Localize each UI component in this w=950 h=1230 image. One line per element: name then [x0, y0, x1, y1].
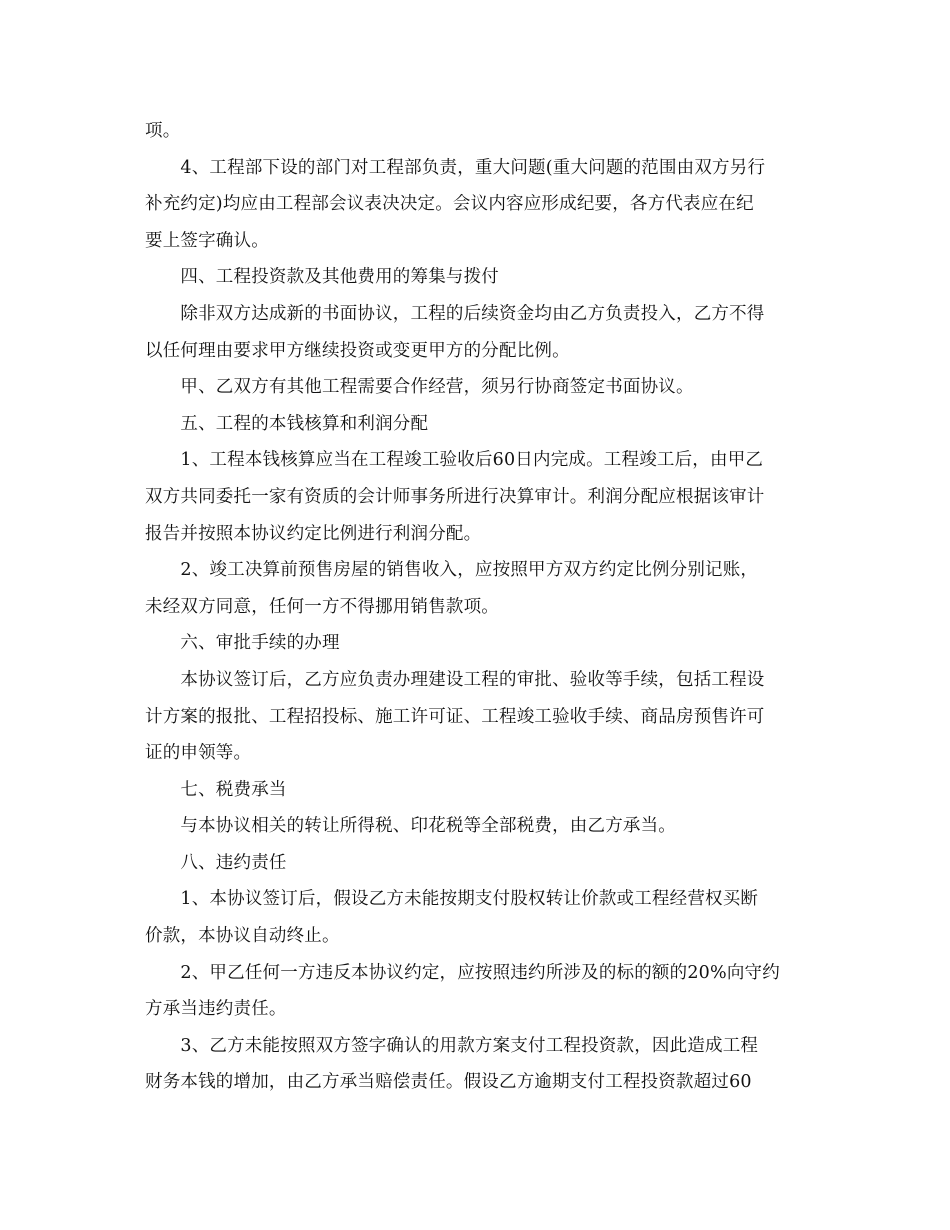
text-line: 双方共同委托一家有资质的会计师事务所进行决算审计。利润分配应根据该审计 [145, 486, 765, 507]
section-heading: 四、工程投资款及其他费用的筹集与拨付 [145, 267, 499, 288]
text-line: 1、本协议签订后，假设乙方未能按期支付股权转让价款或工程经营权买断 [145, 889, 759, 910]
text-line: 甲、乙双方有其他工程需要合作经营，须另行协商签定书面协议。 [145, 377, 694, 398]
text-line: 财务本钱的增加，由乙方承当赔偿责任。假设乙方逾期支付工程投资款超过60 [145, 1072, 752, 1093]
text-line: 证的申领等。 [145, 743, 252, 764]
text-line: 计方案的报批、工程招投标、施工许可证、工程竣工验收手续、商品房预售许可 [145, 706, 765, 727]
text-line: 未经双方同意，任何一方不得挪用销售款项。 [145, 596, 499, 617]
text-line: 报告并按照本协议约定比例进行利润分配。 [145, 523, 482, 544]
text-line: 项。 [145, 121, 181, 141]
text-line: 本协议签订后，乙方应负责办理建设工程的审批、验收等手续，包括工程设 [145, 669, 765, 690]
section-heading: 五、工程的本钱核算和利润分配 [145, 413, 429, 434]
section-heading: 七、税费承当 [145, 779, 287, 800]
text-line: 与本协议相关的转让所得税、印花税等全部税费，由乙方承当。 [145, 816, 676, 837]
text-line: 除非双方达成新的书面协议，工程的后续资金均由乙方负责投入，乙方不得 [145, 303, 765, 324]
section-heading: 六、审批手续的办理 [145, 633, 340, 654]
text-line: 补充约定)均应由工程部会议表决决定。会议内容应形成纪要，各方代表应在纪 [145, 194, 754, 215]
text-line: 价款，本协议自动终止。 [145, 926, 340, 947]
document-body [145, 113, 805, 1101]
text-line: 要上签字确认。 [145, 230, 269, 251]
section-heading: 八、违约责任 [145, 852, 287, 873]
text-line: 2、甲乙任何一方违反本协议约定，应按照违约所涉及的标的额的20%向守约 [145, 962, 780, 983]
text-line: 1、工程本钱核算应当在工程竣工验收后60日内完成。工程竣工后，由甲乙 [145, 450, 764, 471]
text-line: 方承当违约责任。 [145, 999, 287, 1020]
text-line: 2、竣工决算前预售房屋的销售收入，应按照甲方双方约定比例分别记账， [145, 560, 759, 581]
text-line: 以任何理由要求甲方继续投资或变更甲方的分配比例。 [145, 340, 570, 361]
text-line: 3、乙方未能按照双方签字确认的用款方案支付工程投资款，因此造成工程 [145, 1035, 759, 1056]
text-line: 4、工程部下设的部门对工程部负责，重大问题(重大问题的范围由双方另行 [145, 157, 766, 178]
